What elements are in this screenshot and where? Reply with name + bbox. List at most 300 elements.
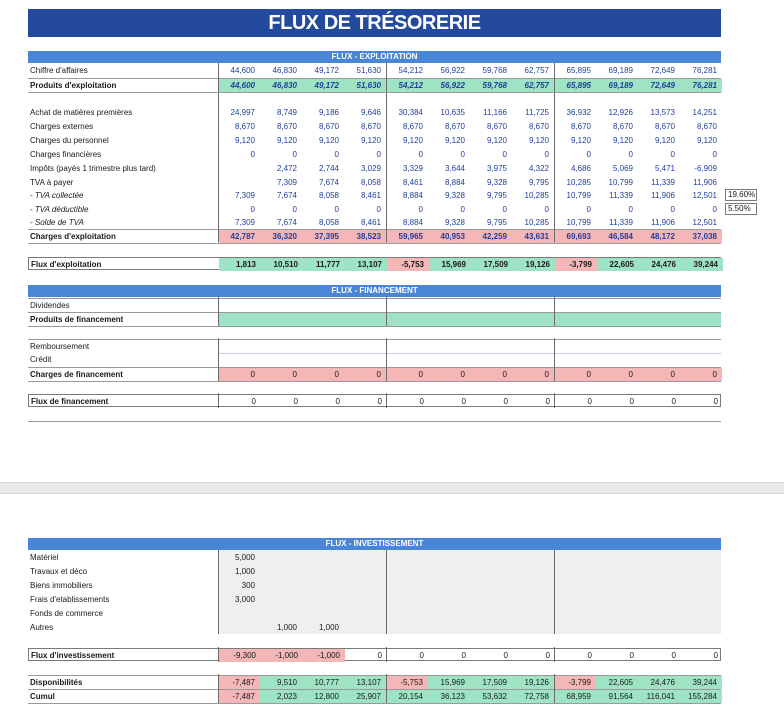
value-cell[interactable]: 0 [428,368,470,381]
value-cell[interactable]: 9,328 [444,218,465,227]
exploitation-row [28,162,721,175]
row-label: Charges du personnel [30,136,109,145]
row-label: - TVA collectée [30,191,84,200]
value-cell[interactable]: 0 [460,150,465,159]
value-cell[interactable]: 2,023 [260,690,302,703]
value-cell[interactable] [596,621,638,634]
value-cell[interactable] [638,593,680,606]
value-cell[interactable]: 69,189 [596,79,638,92]
value-cell[interactable] [344,593,386,606]
value-cell[interactable]: 0 [503,397,508,406]
value-cell[interactable]: 0 [586,150,591,159]
value-cell[interactable]: 8,884 [402,191,423,200]
value-cell[interactable]: 11,725 [525,108,549,117]
value-cell[interactable]: 0 [713,397,718,406]
value-cell[interactable] [638,551,680,564]
value-cell[interactable]: 9,795 [486,218,507,227]
value-cell[interactable]: 9,795 [528,178,549,187]
value-cell[interactable]: 9,120 [654,136,675,145]
value-cell[interactable]: 0 [335,397,340,406]
value-cell[interactable]: 0 [292,150,297,159]
value-cell[interactable]: 0 [629,651,634,660]
value-cell[interactable]: 53,632 [470,690,512,703]
value-cell[interactable]: 0 [461,651,466,660]
value-cell[interactable]: 0 [670,150,675,159]
value-cell[interactable]: 20,154 [386,690,428,703]
value-cell[interactable]: 9,120 [444,136,465,145]
value-cell[interactable] [596,551,638,564]
value-cell[interactable]: 46,830 [260,79,302,92]
value-cell[interactable]: 8,461 [360,191,381,200]
value-cell[interactable] [260,607,302,620]
value-cell[interactable]: 8,670 [696,122,717,131]
value-cell[interactable]: 62,757 [512,79,554,92]
value-cell[interactable]: 0 [260,368,302,381]
value-cell[interactable] [260,579,302,592]
value-cell[interactable]: 0 [250,205,255,214]
value-cell[interactable]: 0 [386,368,428,381]
value-cell[interactable]: 56,922 [440,66,465,75]
value-cell[interactable]: 9,510 [260,676,302,689]
value-cell[interactable]: 5,069 [612,164,633,173]
value-cell[interactable]: 12,800 [302,690,344,703]
value-cell[interactable] [554,579,596,592]
value-cell[interactable]: 19,126 [513,258,555,271]
value-cell[interactable]: 0 [587,651,592,660]
value-cell[interactable]: 44,600 [230,66,255,75]
value-cell[interactable]: 0 [545,651,550,660]
value-cell[interactable]: 8,670 [528,122,549,131]
value-cell[interactable]: 9,328 [444,191,465,200]
value-cell[interactable] [638,565,680,578]
value-cell[interactable]: 0 [545,397,550,406]
value-cell[interactable]: 13,573 [650,108,675,117]
value-cell[interactable]: 25,907 [344,690,386,703]
value-cell[interactable]: 49,172 [314,66,339,75]
value-cell[interactable]: 9,186 [318,108,339,117]
value-cell[interactable]: 42,787 [218,230,260,243]
value-cell[interactable]: 38,523 [344,230,386,243]
value-cell[interactable]: 13,107 [345,258,387,271]
value-cell[interactable]: 17,509 [470,676,512,689]
value-cell[interactable] [470,607,512,620]
value-cell[interactable]: 0 [292,205,297,214]
value-cell[interactable]: 2,472 [276,164,297,173]
value-cell[interactable]: 0 [502,150,507,159]
column-separator [386,338,387,381]
value-cell[interactable] [386,607,428,620]
value-cell[interactable] [680,551,722,564]
investissement-row [28,551,721,564]
value-cell[interactable] [470,593,512,606]
value-cell[interactable] [344,565,386,578]
value-cell[interactable]: 7,674 [276,191,297,200]
value-cell[interactable] [470,621,512,634]
value-cell[interactable]: 22,605 [596,676,638,689]
value-cell[interactable]: 0 [503,651,508,660]
value-cell[interactable] [344,607,386,620]
value-cell[interactable]: 24,476 [639,258,681,271]
value-cell[interactable]: 12,501 [692,191,717,200]
value-cell[interactable] [554,621,596,634]
value-cell[interactable] [428,593,470,606]
value-cell[interactable]: 8,670 [654,122,675,131]
value-cell[interactable]: -7,487 [218,676,260,689]
value-cell[interactable]: 1,000 [276,623,297,632]
value-cell[interactable]: 0 [680,368,722,381]
value-cell[interactable]: 68,959 [554,690,596,703]
value-cell[interactable]: 43,631 [512,230,554,243]
value-cell[interactable]: -1,000 [303,649,345,662]
value-cell[interactable]: 0 [376,205,381,214]
value-cell[interactable]: 8,670 [318,122,339,131]
value-cell[interactable] [554,565,596,578]
value-cell[interactable]: 8,058 [318,191,339,200]
value-cell[interactable]: 8,670 [360,122,381,131]
value-cell[interactable]: 0 [418,150,423,159]
value-cell[interactable]: 19,126 [512,676,554,689]
value-cell[interactable]: 11,906 [651,191,675,200]
value-cell[interactable]: 9,120 [360,136,381,145]
value-cell[interactable]: 46,584 [596,230,638,243]
value-cell[interactable] [386,565,428,578]
value-cell[interactable]: 11,339 [609,218,633,227]
value-cell[interactable]: 1,813 [219,258,261,271]
value-cell[interactable]: -3,799 [555,258,597,271]
value-cell[interactable]: 30,384 [398,108,423,117]
value-cell[interactable]: 0 [713,651,718,660]
value-cell[interactable] [470,579,512,592]
value-cell[interactable]: 9,120 [234,136,255,145]
value-cell[interactable]: -5,753 [386,676,428,689]
value-cell[interactable]: 0 [419,397,424,406]
value-cell[interactable]: 5,000 [234,553,255,562]
value-cell[interactable]: 8,670 [276,122,297,131]
value-cell[interactable] [596,593,638,606]
value-cell[interactable]: 9,120 [570,136,591,145]
value-cell[interactable] [470,551,512,564]
value-cell[interactable]: 0 [629,397,634,406]
value-cell[interactable] [680,621,722,634]
value-cell[interactable]: 1,000 [318,623,339,632]
value-cell[interactable] [470,565,512,578]
value-cell[interactable]: 2,744 [318,164,339,173]
value-cell[interactable]: 17,509 [471,258,513,271]
value-cell[interactable]: 0 [554,368,596,381]
value-cell[interactable]: 10,510 [261,258,303,271]
value-cell[interactable]: 8,058 [318,218,339,227]
value-cell[interactable]: 49,172 [302,79,344,92]
value-cell[interactable]: 0 [377,651,382,660]
value-cell[interactable]: 0 [502,205,507,214]
value-cell[interactable] [218,621,260,634]
value-cell[interactable]: 48,172 [638,230,680,243]
value-cell[interactable] [512,551,554,564]
value-cell[interactable]: 59,768 [482,66,507,75]
value-cell[interactable]: 7,309 [234,218,255,227]
value-cell[interactable] [638,579,680,592]
value-cell[interactable]: 7,674 [318,178,339,187]
value-cell[interactable]: 11,906 [651,218,675,227]
value-cell[interactable]: 36,932 [566,108,591,117]
value-cell[interactable]: 8,884 [402,218,423,227]
value-cell[interactable]: 8,670 [402,122,423,131]
value-cell[interactable]: 8,461 [360,218,381,227]
value-cell[interactable]: 3,029 [360,164,381,173]
value-cell[interactable]: 24,997 [230,108,255,117]
value-cell[interactable] [512,607,554,620]
value-cell[interactable]: 56,922 [428,79,470,92]
value-cell[interactable]: 44,600 [218,79,260,92]
value-cell[interactable]: 0 [334,150,339,159]
value-cell[interactable]: 0 [587,397,592,406]
value-cell[interactable]: 0 [712,150,717,159]
value-cell[interactable]: 0 [376,150,381,159]
value-cell[interactable] [302,607,344,620]
value-cell[interactable]: 0 [596,368,638,381]
value-cell[interactable]: 69,693 [554,230,596,243]
value-cell[interactable]: 22,605 [597,258,639,271]
value-cell[interactable]: 9,120 [402,136,423,145]
row-label: Produits de financement [30,315,124,324]
value-cell[interactable]: 51,630 [356,66,381,75]
value-cell[interactable] [512,579,554,592]
value-cell[interactable]: 76,281 [692,66,717,75]
value-cell[interactable]: 8,670 [570,122,591,131]
value-cell[interactable]: 7,674 [276,218,297,227]
value-cell[interactable] [554,593,596,606]
value-cell[interactable] [638,607,680,620]
value-cell[interactable]: 8,670 [612,122,633,131]
value-cell[interactable]: 8,749 [276,108,297,117]
value-cell[interactable]: 0 [460,205,465,214]
value-cell[interactable] [428,607,470,620]
value-cell[interactable]: -5,753 [387,258,429,271]
column-separator [386,550,387,634]
value-cell[interactable]: 11,166 [483,108,507,117]
value-cell[interactable]: 0 [544,205,549,214]
value-cell[interactable]: 76,281 [680,79,722,92]
value-cell[interactable]: 46,830 [272,66,297,75]
value-cell[interactable] [344,551,386,564]
value-cell[interactable]: 15,969 [429,258,471,271]
value-cell[interactable] [344,579,386,592]
value-cell[interactable]: 0 [671,651,676,660]
value-cell[interactable] [512,621,554,634]
value-cell[interactable]: 54,212 [398,66,423,75]
value-cell[interactable]: 0 [250,150,255,159]
value-cell[interactable]: -9,300 [219,649,261,662]
value-cell[interactable] [554,607,596,620]
value-cell[interactable]: 65,895 [554,79,596,92]
value-cell[interactable]: 15,969 [428,676,470,689]
value-cell[interactable]: 37,038 [680,230,722,243]
value-cell[interactable]: 0 [377,397,382,406]
value-cell[interactable] [512,593,554,606]
value-cell[interactable]: 9,120 [486,136,507,145]
value-cell[interactable]: 0 [461,397,466,406]
value-cell[interactable]: 8,670 [444,122,465,131]
value-cell[interactable] [596,607,638,620]
value-cell[interactable]: 39,244 [680,676,722,689]
tva-rate-normal[interactable]: 19.60% [725,189,757,201]
value-cell[interactable]: 3,329 [402,164,423,173]
value-cell[interactable]: 42,259 [470,230,512,243]
value-cell[interactable]: 91,564 [596,690,638,703]
value-cell[interactable] [428,621,470,634]
value-cell[interactable] [596,579,638,592]
value-cell[interactable] [302,579,344,592]
value-cell[interactable]: 24,476 [638,676,680,689]
value-cell[interactable]: 9,328 [486,178,507,187]
value-cell[interactable]: 0 [628,205,633,214]
value-cell[interactable] [218,607,260,620]
value-cell[interactable]: 0 [638,368,680,381]
value-cell[interactable]: 3,000 [234,595,255,604]
value-cell[interactable]: 0 [586,205,591,214]
value-cell[interactable]: 10,285 [566,178,591,187]
value-cell[interactable]: 8,670 [234,122,255,131]
value-cell[interactable]: 155,284 [680,690,722,703]
value-cell[interactable]: 59,768 [470,79,512,92]
value-cell[interactable] [554,551,596,564]
value-cell[interactable]: 51,630 [344,79,386,92]
value-cell[interactable]: 10,285 [524,191,549,200]
value-cell[interactable]: 4,322 [528,164,549,173]
value-cell[interactable] [596,565,638,578]
value-cell[interactable]: 0 [334,205,339,214]
value-cell[interactable]: 9,120 [276,136,297,145]
value-cell[interactable]: 11,339 [651,178,675,187]
value-cell[interactable]: 5,471 [654,164,675,173]
value-cell[interactable]: 37,395 [302,230,344,243]
value-cell[interactable]: 12,926 [608,108,633,117]
value-cell[interactable]: 300 [241,581,255,590]
value-cell[interactable]: 65,895 [566,66,591,75]
value-cell[interactable]: 9,120 [612,136,633,145]
value-cell[interactable]: 11,339 [609,191,633,200]
value-cell[interactable] [260,565,302,578]
value-cell[interactable]: 10,777 [302,676,344,689]
value-cell[interactable]: 3,644 [444,164,465,173]
value-cell[interactable]: 3,975 [486,164,507,173]
value-cell[interactable]: 116,041 [638,690,680,703]
value-cell[interactable]: 59,965 [386,230,428,243]
value-cell[interactable]: 8,058 [360,178,381,187]
value-cell[interactable] [386,551,428,564]
value-cell[interactable]: 9,795 [486,191,507,200]
value-cell[interactable] [302,551,344,564]
value-cell[interactable]: 11,777 [303,258,345,271]
value-cell[interactable]: 72,758 [512,690,554,703]
value-cell[interactable]: 0 [218,368,260,381]
remboursement-row [28,339,721,353]
value-cell[interactable]: 0 [470,368,512,381]
value-cell[interactable] [428,579,470,592]
value-cell[interactable] [218,162,260,175]
value-cell[interactable]: 7,309 [234,191,255,200]
value-cell[interactable]: 0 [302,368,344,381]
column-separator [554,297,555,326]
value-cell[interactable] [386,621,428,634]
value-cell[interactable]: 4,686 [570,164,591,173]
value-cell[interactable] [638,621,680,634]
value-cell[interactable]: 8,461 [402,178,423,187]
value-cell[interactable]: 0 [344,368,386,381]
value-cell[interactable]: 9,120 [318,136,339,145]
value-cell[interactable]: 9,120 [528,136,549,145]
value-cell[interactable] [386,579,428,592]
value-cell[interactable]: 72,649 [638,79,680,92]
value-cell[interactable] [260,551,302,564]
value-cell[interactable]: 0 [628,150,633,159]
value-cell[interactable]: 0 [671,397,676,406]
value-cell[interactable]: -3,799 [554,676,596,689]
value-cell[interactable] [344,621,386,634]
value-cell[interactable]: 8,670 [486,122,507,131]
value-cell[interactable]: 1,000 [234,567,255,576]
value-cell[interactable]: 9,646 [360,108,381,117]
value-cell[interactable] [428,565,470,578]
value-cell[interactable]: 36,123 [428,690,470,703]
value-cell[interactable]: 0 [712,205,717,214]
value-cell[interactable]: 7,309 [276,178,297,187]
value-cell[interactable] [680,579,722,592]
value-cell[interactable] [302,565,344,578]
value-cell[interactable]: 10,285 [524,218,549,227]
value-cell[interactable]: 0 [251,397,256,406]
value-cell[interactable]: 0 [512,368,554,381]
value-cell[interactable]: 13,107 [344,676,386,689]
value-cell[interactable] [260,593,302,606]
value-cell[interactable]: 0 [419,651,424,660]
value-cell[interactable] [680,565,722,578]
value-cell[interactable] [512,565,554,578]
value-cell[interactable]: 10,799 [566,218,591,227]
exploitation-row [28,106,721,119]
value-cell[interactable] [680,593,722,606]
value-cell[interactable] [386,593,428,606]
value-cell[interactable] [218,176,260,189]
value-cell[interactable]: -1,000 [261,649,303,662]
value-cell[interactable]: 0 [670,205,675,214]
value-cell[interactable]: 0 [293,397,298,406]
value-cell[interactable]: 14,251 [692,108,717,117]
tva-rate-reduced[interactable]: 5.50% [725,203,757,215]
value-cell[interactable]: 0 [544,150,549,159]
value-cell[interactable]: 40,953 [428,230,470,243]
value-cell[interactable]: 0 [418,205,423,214]
value-cell[interactable]: 10,799 [608,178,633,187]
value-cell[interactable]: 39,244 [681,258,723,271]
value-cell[interactable]: -7,487 [218,690,260,703]
value-cell[interactable]: 10,635 [440,108,465,117]
value-cell[interactable] [428,551,470,564]
value-cell[interactable]: 8,884 [444,178,465,187]
value-cell[interactable] [302,593,344,606]
value-cell[interactable]: 12,501 [692,218,717,227]
value-cell[interactable]: 69,189 [608,66,633,75]
value-cell[interactable]: 62,757 [524,66,549,75]
value-cell[interactable]: 72,649 [650,66,675,75]
value-cell[interactable] [680,607,722,620]
value-cell[interactable]: 36,320 [260,230,302,243]
value-cell[interactable]: 9,120 [696,136,717,145]
value-cell[interactable]: 11,906 [693,178,717,187]
value-cell[interactable]: 54,212 [386,79,428,92]
value-cell[interactable]: 10,799 [566,191,591,200]
value-cell[interactable]: -6,909 [694,164,717,173]
